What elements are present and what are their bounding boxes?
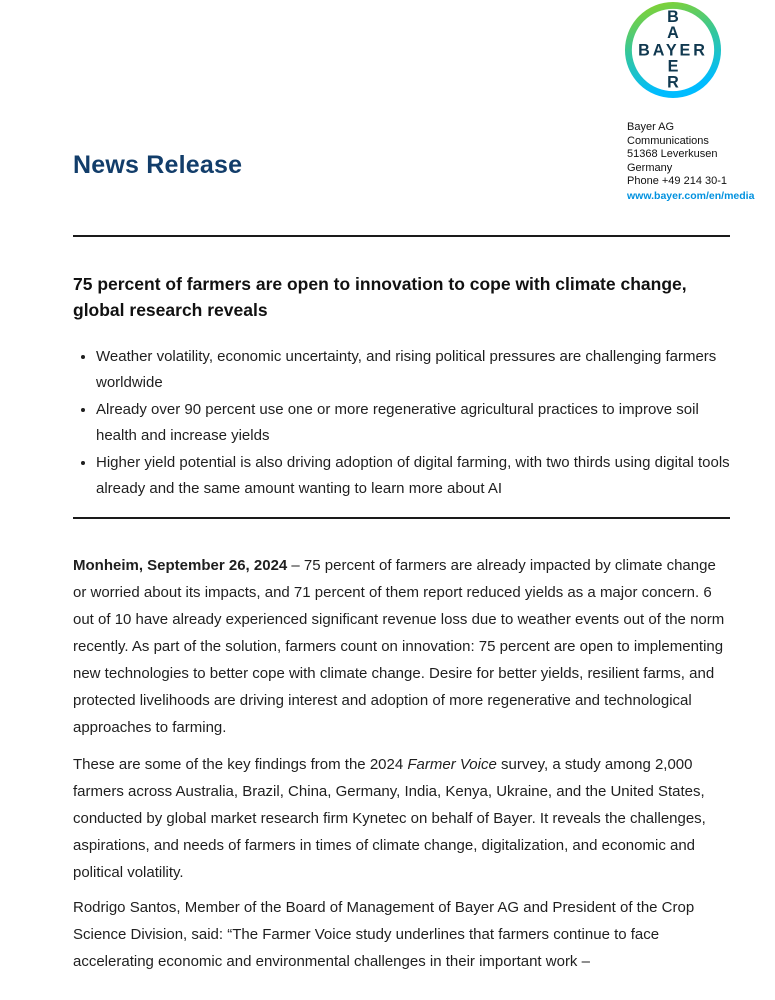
media-link[interactable]: www.bayer.com/en/media <box>627 189 755 202</box>
paragraph-text: These are some of the key findings from the 2024 <box>73 756 408 773</box>
logo-letter-a: A <box>667 24 679 43</box>
paragraph-text: survey, a study among 2,000 farmers across Australia, Brazil, China, Germany, India, Kenya, Ukraine, and the United States, conducted by global market research firm Kynetec on behalf of Bayer. It reveals the challenges, aspirations, and needs of farmers in times of climate change, digitalization, and economic and political volatility. <box>73 756 706 881</box>
contact-company: Bayer AG <box>627 121 675 133</box>
dateline: Monheim, September 26, 2024 <box>73 557 288 574</box>
logo-word-horizontal: BAYER <box>638 41 708 60</box>
bullet-item <box>96 344 730 396</box>
divider-bottom <box>73 517 730 519</box>
bullet-text: Already over 90 percent use one or more regenerative agricultural practices to improve soil health and increase yields <box>96 401 699 444</box>
survey-name: Farmer Voice <box>407 756 497 773</box>
contact-phone: Phone +49 214 30-1 <box>627 175 728 187</box>
contact-block <box>627 121 754 203</box>
paragraph-text: – 75 percent of farmers are already impacted by climate change or worried about its impacts, and 71 percent of them report reduced yields as a major concern. 6 out of 10 have already experienced significant revenue loss due to weather events out of the norm recently. As part of the solution, farmers count on innovation: 75 percent are open to implementing new technologies to better cope with climate change. Desire for better yields, resilient farms, and protected livelihoods are driving interest and adoption of more regenerative and technological approaches to farming. <box>73 557 725 736</box>
bullet-item <box>96 450 730 502</box>
contact-department: Communications <box>627 134 709 147</box>
bullet-text: Higher yield potential is also driving adoption of digital farming, with two thirds using digital tools already and the same amount wanting to learn more about AI <box>96 454 730 497</box>
logo-letter-b: B <box>667 8 679 27</box>
contact-country: Germany <box>627 161 673 174</box>
logo-letter-e: E <box>667 57 679 76</box>
logo-letter-r: R <box>667 73 679 92</box>
bayer-logo <box>624 1 722 99</box>
paragraph-dateline <box>73 552 730 741</box>
bayer-cross-icon <box>624 1 722 99</box>
page-title: News Release <box>73 151 243 179</box>
bullet-item <box>96 397 730 449</box>
paragraph-quote: Rodrigo Santos, Member of the Board of Management of Bayer AG and President of the Crop Science Division, said: “The Farmer Voice study underlines that farmers continue to face accelerating economic and environmental challenges in their important work – <box>73 899 695 970</box>
divider-top <box>73 235 730 237</box>
headline: 75 percent of farmers are open to innovation to cope with climate change, global research reveals <box>73 274 687 320</box>
contact-postcode-city: 51368 Leverkusen <box>627 148 718 160</box>
bullet-text: Weather volatility, economic uncertainty, and rising political pressures are challenging farmers worldwide <box>96 348 717 391</box>
summary-bullets <box>73 344 730 502</box>
paragraph-findings <box>73 751 730 886</box>
